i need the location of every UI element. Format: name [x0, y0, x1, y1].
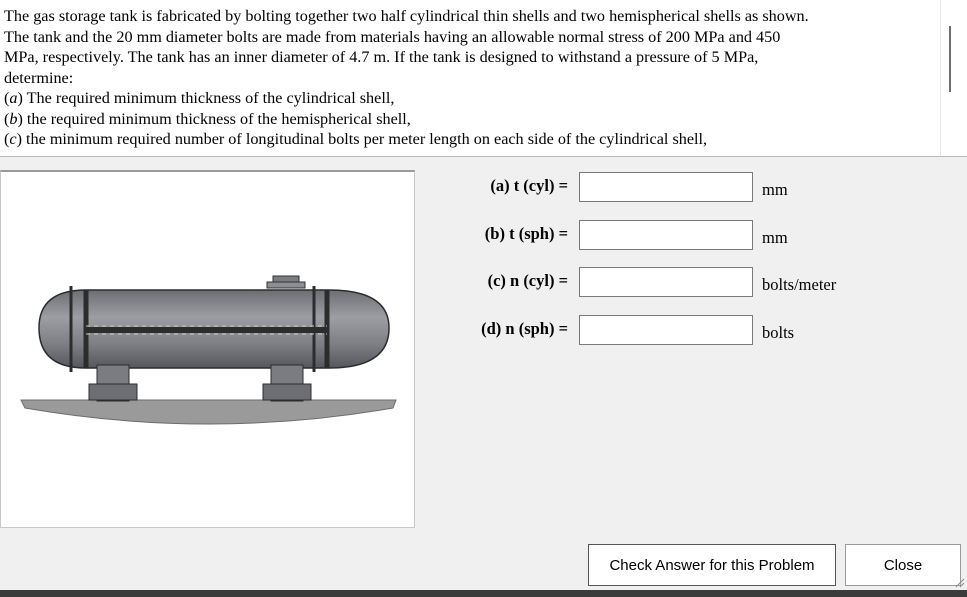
problem-scrollbar[interactable]: [940, 0, 967, 157]
gas-storage-tank-illustration: [1, 172, 412, 526]
problem-line-7-text: the minimum required number of longitudinal bolts per meter length on each side of the cylindrical shell,: [26, 130, 708, 148]
problem-line-7: (c) the minimum required number of longitudinal bolts per meter length on each side of the cylindrical shell,: [4, 130, 708, 148]
problem-line-5-text: The required minimum thickness of the cylindrical shell,: [26, 89, 395, 107]
problem-line-1: The gas storage tank is fabricated by bolting together two half cylindrical thin shells and two hemispherical shells as shown.: [4, 7, 809, 25]
scrollbar-thumb[interactable]: [949, 26, 951, 92]
close-button[interactable]: Close: [845, 544, 961, 586]
problem-line-6-text: the required minimum thickness of the hemispherical shell,: [26, 109, 411, 128]
answer-label-b: (b) t (sph) =: [484, 224, 568, 243]
part-letter-a: a: [9, 89, 18, 107]
answer-label-a: (a) t (cyl) =: [490, 176, 568, 195]
problem-line-3: MPa, respectively. The tank has an inner diameter of 4.7 m. If the tank is designed to withstand a pressure of 5 MPa,: [4, 48, 759, 66]
answer-label-c: (c) n (cyl) =: [487, 271, 568, 290]
resize-grip-icon[interactable]: [955, 578, 965, 588]
answer-unit-a: mm: [762, 180, 788, 199]
part-letter-c: c: [9, 130, 17, 148]
problem-line-4: determine:: [4, 68, 74, 87]
problem-statement: [0, 0, 940, 157]
figure-panel: [0, 170, 415, 528]
answer-unit-d: bolts: [762, 323, 795, 342]
answer-label-d: (d) n (sph) =: [481, 319, 568, 338]
problem-line-6: (b) the required minimum thickness of the hemispherical shell,: [4, 109, 411, 128]
problem-line-2: The tank and the 20 mm diameter bolts are made from materials having an allowable normal stress of 200 MPa and 450: [4, 27, 781, 46]
answer-unit-b: mm: [762, 228, 788, 247]
problem-line-5: (a) The required minimum thickness of the cylindrical shell,: [4, 89, 395, 107]
answer-input-c[interactable]: [579, 267, 753, 297]
taskbar-strip: [0, 590, 967, 597]
answer-input-a[interactable]: [579, 172, 753, 202]
answer-unit-c: bolts/meter: [762, 275, 837, 294]
part-letter-b: b: [9, 109, 18, 128]
answer-input-b[interactable]: [579, 220, 753, 250]
check-answer-button[interactable]: Check Answer for this Problem: [588, 544, 836, 586]
answer-input-d[interactable]: [579, 315, 753, 345]
